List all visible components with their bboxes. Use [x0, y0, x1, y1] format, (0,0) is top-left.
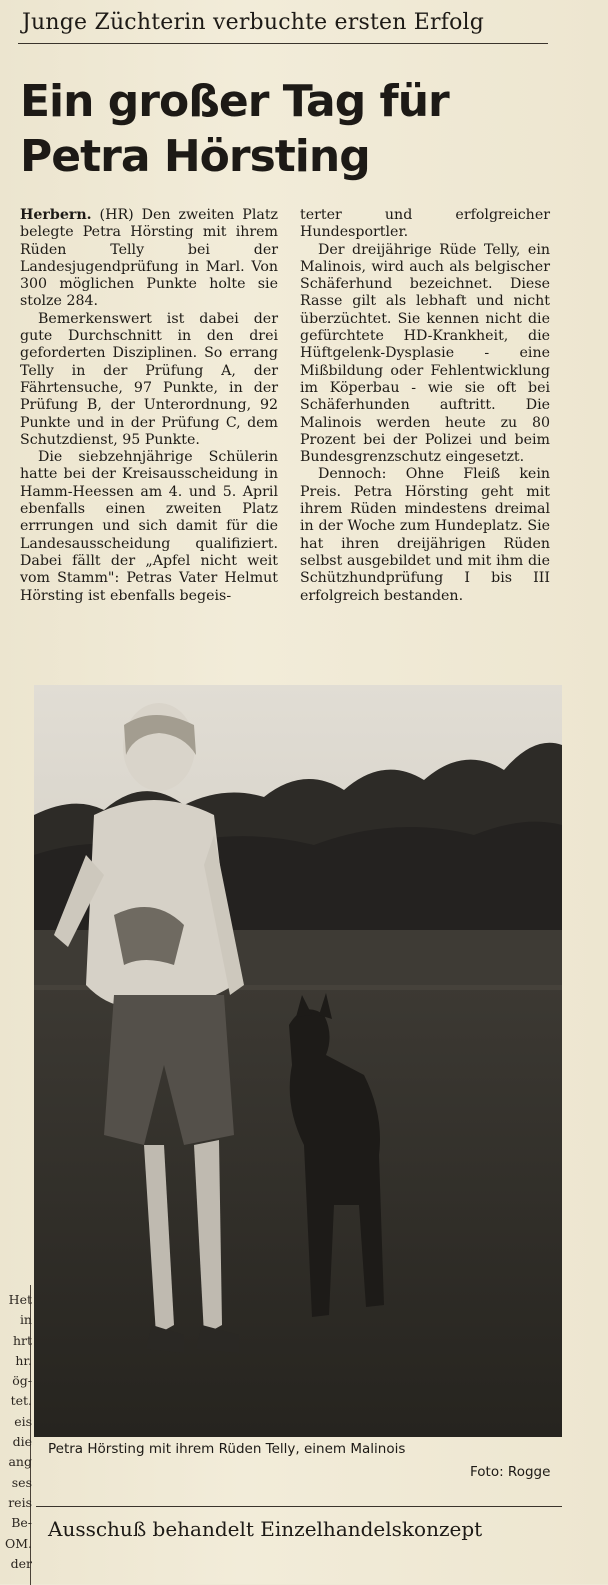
side-fragment: tet.	[10, 1393, 32, 1409]
side-fragment: in	[19, 1312, 32, 1328]
side-fragment: hrt	[12, 1332, 32, 1348]
side-fragment: ses	[11, 1474, 32, 1490]
side-fragment: ang	[8, 1454, 32, 1470]
article-photo	[34, 685, 562, 1437]
side-fragment: reis	[8, 1494, 32, 1510]
paragraph-text: Dennoch: Ohne Fleiß kein Preis. Petra Hörsting geht mit ihrem Rüden mindestens dreimal in der Woche zum Hundeplatz. Sie hat ihren dreijährigen Rüden selbst ausgebildet und mit ihm die Schützhundprüfung I bis III erfolgreich bestanden.	[300, 466, 550, 604]
top-rule	[18, 43, 548, 44]
side-fragment: die	[12, 1434, 32, 1450]
paragraph-text: Die siebzehnjährige Schülerin hatte bei der Kreisausscheidung in Hamm-Heessen am 4. und 5. April ebenfalls einen zweiten Platz errrungen und sich damit für die Landesausscheidung qualifiziert. Dabei fällt der „Apfel nicht weit vom Stamm": Petras Vater Helmut Hörsting ist ebenfalls begeis-	[20, 449, 278, 604]
paragraph-text: (HR) Den zweiten Platz belegte Petra Hörsting mit ihrem Rüden Telly bei der Landesjugendprüfung in Marl. Von 300 möglichen Punkte holte sie stolze 284.	[20, 207, 278, 310]
article-paragraph	[20, 449, 278, 605]
side-fragment: eis	[14, 1413, 32, 1429]
next-article-headline: Ausschuß behandelt Einzelhandelskonzept	[48, 1517, 483, 1541]
photo-credit: Foto: Rogge	[470, 1464, 551, 1480]
article-paragraph	[20, 311, 278, 449]
side-fragment: ög-	[12, 1373, 32, 1389]
dateline: Herbern.	[20, 207, 92, 223]
side-fragment: hr.	[15, 1352, 32, 1368]
kicker-headline: Junge Züchterin verbuchte ersten Erfolg	[22, 10, 485, 35]
photo-illustration	[34, 685, 562, 1437]
paragraph-text: Der dreijährige Rüde Telly, ein Malinois, wird auch als belgischer Schäferhund bezeichnet. Diese Rasse gilt als lebhaft und nicht überzüchtet. Sie kennen nicht die gefürchtete HD-Krankheit, die Hüftgelenk-Dysplasie - eine Mißbildung oder Fehlentwicklung im Köperbau - wie sie oft bei Schäferhunden auftritt. Die Malinois werden heute zu 80 Prozent bei der Polizei und beim Bundesgrenzschutz eingesetzt.	[300, 241, 550, 466]
article-paragraph	[300, 466, 550, 604]
side-fragment: Be-	[11, 1515, 32, 1531]
article-column-1	[20, 207, 278, 605]
article-column-2	[300, 207, 550, 605]
adjacent-article-fragments	[0, 1290, 32, 1574]
article-paragraph	[300, 207, 550, 242]
side-fragment: der	[10, 1555, 32, 1571]
main-headline: Ein großer Tag für Petra Hörsting	[20, 76, 449, 182]
side-fragment: Het	[8, 1292, 32, 1307]
bottom-rule	[36, 1506, 562, 1507]
article-paragraph	[20, 207, 278, 311]
side-fragment: OM.	[4, 1535, 32, 1551]
paragraph-text: Bemerkenswert ist dabei der gute Durchschnitt in den drei geforderten Disziplinen. So errang Telly in der Prüfung A, der Fährtensuche, 97 Punkte, in der Prüfung B, der Unterordnung, 92 Punkte und in der Prüfung C, dem Schutzdienst, 95 Punkte.	[20, 310, 278, 448]
photo-caption: Petra Hörsting mit ihrem Rüden Telly, einem Malinois	[48, 1441, 406, 1457]
article-paragraph	[300, 242, 550, 467]
paragraph-text: terter und erfolgreicher Hundesportler.	[300, 207, 550, 241]
